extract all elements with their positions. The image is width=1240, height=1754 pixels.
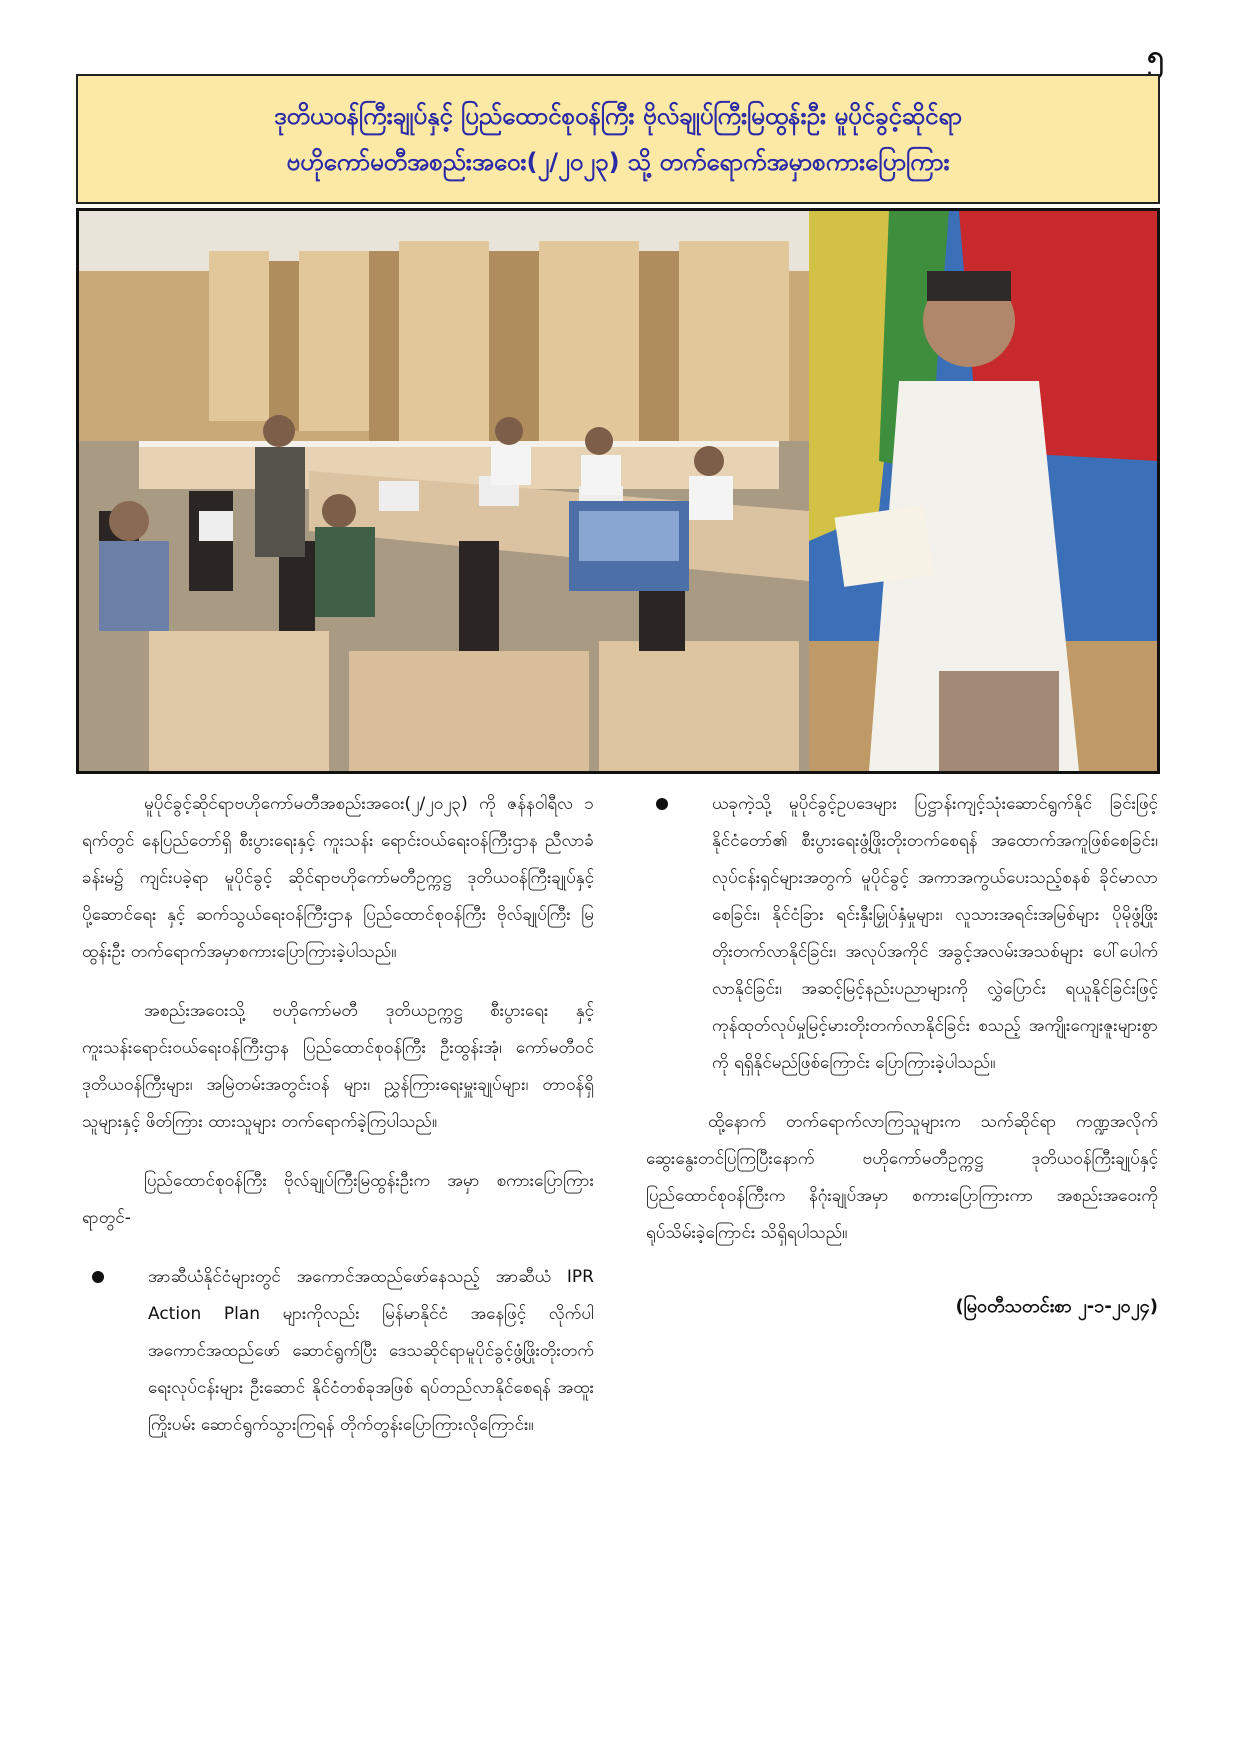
headline-line-1: ဒုတိယဝန်ကြီးချုပ်နှင့် ပြည်ထောင်စုဝန်ကြီး ဗိုလ်ချုပ်ကြီးမြထွန်းဦး မူပိုင်ခွင့်ဆိုင်ရာ <box>273 102 963 130</box>
paragraph-1: မူပိုင်ခွင့်ဆိုင်ရာဗဟိုကော်မတီအစည်းအဝေး(၂/၂၀၂၃) ကို ဇန်နဝါရီလ ၁ ရက်တွင် နေပြည်တော်ရှိ စီးပွားရေးနှင့် ကူးသန်း ရောင်းဝယ်ရေးဝန်ကြီးဌာန ညီလာခံခန်းမ၌ ကျင်းပခဲ့ရာ မူပိုင်ခွင့် ဆိုင်ရာဗဟိုကော်မတီဥက္ကဋ္ဌ ဒုတိယဝန်ကြီးချုပ်နှင့် ပို့ဆောင်ရေး နှင့် ဆက်သွယ်ရေးဝန်ကြီးဌာန ပြည်ထောင်စုဝန်ကြီး ဗိုလ်ချုပ်ကြီး မြထွန်းဦး တက်ရောက်အမှာစကားပြောကြားခဲ့ပါသည်။ <box>82 794 594 962</box>
left-column <box>82 786 594 1466</box>
page-number: ၅ <box>1147 39 1164 74</box>
headline-line-2: ဗဟိုကော်မတီအစည်းအဝေး(၂/၂၀၂၃) သို့ တက်ရောက်အမှာစကားပြောကြား <box>286 148 950 176</box>
paragraph-2: အစည်းအဝေးသို့ ဗဟိုကော်မတီ ဒုတိယဥက္ကဋ္ဌ စီးပွားရေး နှင့် ကူးသန်းရောင်းဝယ်ရေးဝန်ကြီးဌာန ပြည်ထောင်စုဝန်ကြီး ဦးထွန်းအုံ၊ ကော်မတီဝင် ဒုတိယဝန်ကြီးများ၊ အမြဲတမ်းအတွင်းဝန် များ၊ ညွှန်ကြားရေးမှူးချုပ်များ၊ တာဝန်ရှိသူများနှင့် ဖိတ်ကြား ထားသူများ တက်ရောက်ခဲ့ကြပါသည်။ <box>82 1001 594 1132</box>
paragraph-3: ပြည်ထောင်စုဝန်ကြီး ဗိုလ်ချုပ်ကြီးမြထွန်းဦးက အမှာ စကားပြောကြားရာတွင်- <box>82 1171 594 1228</box>
paragraph-4: ထို့နောက် တက်ရောက်လာကြသူများက သက်ဆိုင်ရာ ကဏ္ဍအလိုက် ဆွေးနွေးတင်ပြကြပြီးနောက် ဗဟိုကော်မတီဥက္ကဋ္ဌ ဒုတိယဝန်ကြီးချုပ်နှင့် ပြည်ထောင်စုဝန်ကြီးက နိဂုံးချုပ်အမှာ စကားပြောကြားကာ အစည်းအဝေးကို ရုပ်သိမ်းခဲ့ကြောင်း သိရှိရပါသည်။ <box>646 1112 1158 1243</box>
right-column <box>646 786 1158 1325</box>
source-citation: (မြဝတီသတင်းစာ ၂-၁-၂၀၂၄) <box>955 1296 1158 1317</box>
bullet-icon <box>656 798 668 810</box>
headline-box <box>76 74 1160 204</box>
bullet-icon <box>92 1271 104 1283</box>
bullet-item-2 <box>646 786 1158 1082</box>
meeting-photo <box>76 208 1160 774</box>
bullet-text-2: ယခုကဲ့သို့ မူပိုင်ခွင့်ဥပဒေများ ပြဋ္ဌာန်းကျင့်သုံးဆောင်ရွက်နိုင် ခြင်းဖြင့် နိုင်ငံတော်၏ စီးပွားရေးဖွံ့ဖြိုးတိုးတက်စေရန် အထောက်အကူဖြစ်စေခြင်း၊ လုပ်ငန်းရှင်များအတွက် မူပိုင်ခွင့် အကာအကွယ်ပေးသည့်စနစ် ခိုင်မာလာစေခြင်း၊ နိုင်ငံခြား ရင်းနှီးမြှုပ်နှံမှုများ၊ လူသားအရင်းအမြစ်များ ပိုမိုဖွံ့ဖြိုး တိုးတက်လာနိုင်ခြင်း၊ အလုပ်အကိုင် အခွင့်အလမ်းအသစ်များ ပေါ်ပေါက်လာနိုင်ခြင်း၊ အဆင့်မြင့်နည်းပညာများကို လွှဲပြောင်း ရယူနိုင်ခြင်းဖြင့် ကုန်ထုတ်လုပ်မှုမြင့်မားတိုးတက်လာနိုင်ခြင်း စသည့် အကျိုးကျေးဇူးများစွာကို ရရှိနိုင်မည်ဖြစ်ကြောင်း ပြောကြားခဲ့ပါသည်။ <box>712 794 1158 1073</box>
bullet-text-1: အာဆီယံနိုင်ငံများတွင် အကောင်အထည်ဖော်နေသည့် အာဆီယံ IPR Action Plan များကိုလည်း မြန်မာနိုင်ငံ အနေဖြင့် လိုက်ပါအကောင်အထည်ဖော် ဆောင်ရွက်ပြီး ဒေသဆိုင်ရာမူပိုင်ခွင့်ဖွံ့ဖြိုးတိုးတက်ရေးလုပ်ငန်းများ ဦးဆောင် နိုင်ငံတစ်ခုအဖြစ် ရပ်တည်လာနိုင်စေရန် အထူးကြိုးပမ်း ဆောင်ရွက်သွားကြရန် တိုက်တွန်းပြောကြားလိုကြောင်း။ <box>148 1267 594 1435</box>
bullet-item-1 <box>82 1259 594 1444</box>
